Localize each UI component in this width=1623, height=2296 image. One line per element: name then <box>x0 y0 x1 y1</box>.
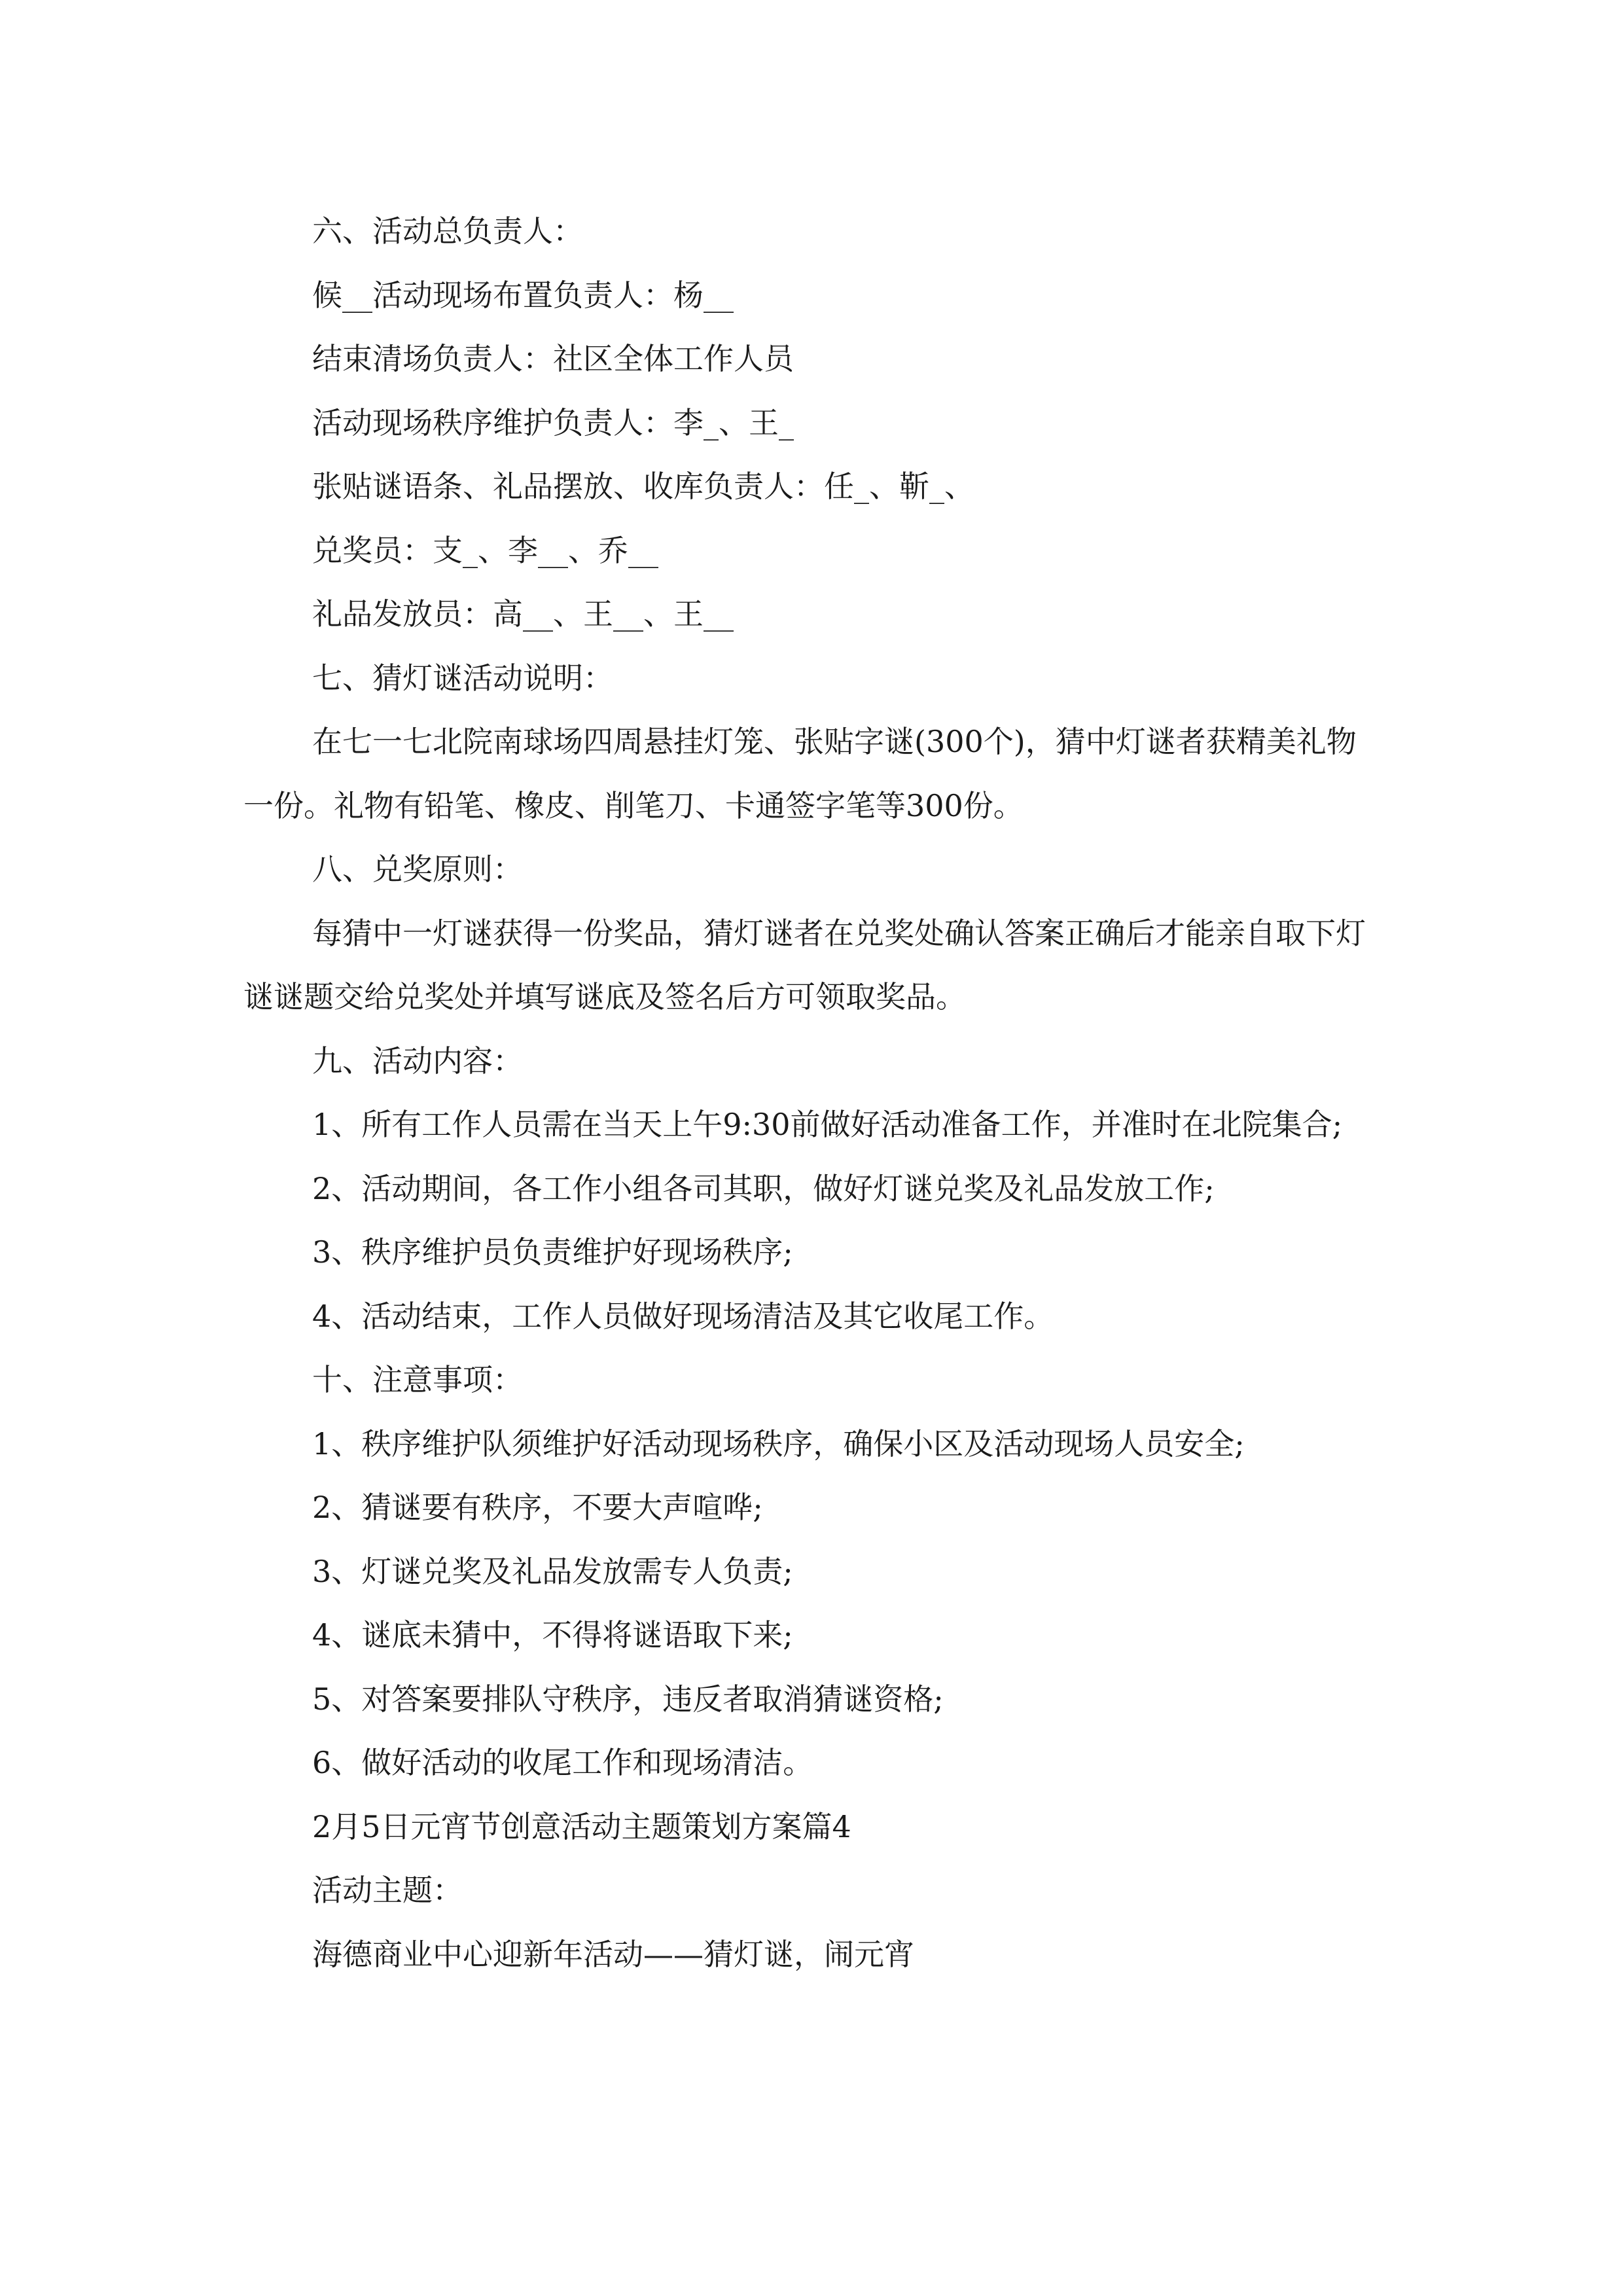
list-item: 4、活动结束，工作人员做好现场清洁及其它收尾工作。 <box>312 1298 1054 1334</box>
list-item: 2、活动期间，各工作小组各司其职，做好灯谜兑奖及礼品发放工作; <box>312 1170 1215 1206</box>
text-line: 张贴谜语条、礼品摆放、收库负责人：任_、靳_、 <box>312 469 974 504</box>
text-line: 活动现场秩序维护负责人：李_、王_ <box>312 404 794 440</box>
list-item: 4、谜底未猜中，不得将谜语取下来; <box>312 1617 793 1653</box>
list-item: 1、所有工作人员需在当天上午9:30前做好活动准备工作，并准时在北院集合; <box>312 1107 1343 1142</box>
list-item: 5、对答案要排队守秩序，违反者取消猜谜资格; <box>312 1681 944 1717</box>
text-line: 结束清场负责人：社区全体工作人员 <box>312 341 794 376</box>
section-heading-8: 八、兑奖原则： <box>312 852 523 887</box>
section-heading-6: 六、活动总负责人： <box>312 213 583 249</box>
text-line: 候__活动现场布置负责人：杨__ <box>312 277 734 313</box>
section-heading-10: 十、注意事项： <box>312 1362 523 1397</box>
section-heading-7: 七、猜灯谜活动说明： <box>312 660 613 696</box>
list-item: 1、秩序维护队须维护好活动现场秩序，确保小区及活动现场人员安全; <box>312 1426 1245 1462</box>
section-heading-9: 九、活动内容： <box>312 1043 523 1079</box>
list-item: 2、猜谜要有秩序，不要大声喧哗; <box>312 1490 763 1525</box>
list-item: 6、做好活动的收尾工作和现场清洁。 <box>312 1745 813 1780</box>
document-body <box>243 200 1381 1986</box>
paragraph: 每猜中一灯谜获得一份奖品，猜灯谜者在兑奖处确认答案正确后才能亲自取下灯谜谜题交给兑奖处并填写谜底及签名后方可领取奖品。 <box>243 915 1366 1014</box>
list-item: 3、秩序维护员负责维护好现场秩序; <box>312 1234 793 1270</box>
text-line: 兑奖员：支_、李__、乔__ <box>312 532 658 568</box>
paragraph: 在七一七北院南球场四周悬挂灯笼、张贴字谜(300个)，猜中灯谜者获精美礼物一份。礼物有铅笔、橡皮、削笔刀、卡通签字笔等300份。 <box>243 724 1357 823</box>
theme-text: 海德商业中心迎新年活动——猜灯谜，闹元宵 <box>312 1936 914 1972</box>
list-item: 3、灯谜兑奖及礼品发放需专人负责; <box>312 1553 793 1589</box>
article-title: 2月5日元宵节创意活动主题策划方案篇4 <box>312 1808 851 1844</box>
text-line: 礼品发放员：高__、王__、王__ <box>312 596 734 632</box>
subheading: 活动主题： <box>312 1873 463 1908</box>
